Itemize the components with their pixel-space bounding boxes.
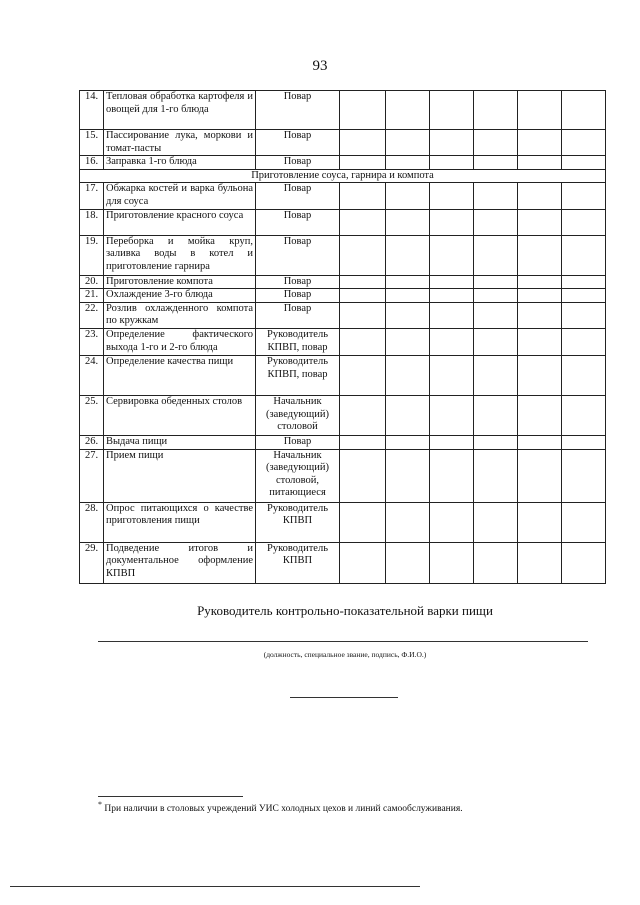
empty-cell [474, 542, 518, 583]
responsible-cell: Руководитель КПВП [256, 502, 340, 542]
table-row [80, 91, 606, 130]
empty-cell [518, 435, 562, 449]
row-number: 21. [80, 289, 104, 303]
operation-cell: Выдача пищи [104, 435, 256, 449]
responsible-cell: Повар [256, 435, 340, 449]
table-row [80, 355, 606, 395]
table-row [80, 235, 606, 275]
empty-cell [386, 209, 430, 235]
empty-cell [474, 183, 518, 209]
section-row [80, 169, 606, 183]
empty-cell [386, 395, 430, 435]
empty-cell [562, 209, 606, 235]
section-heading: Приготовление соуса, гарнира и компота [80, 169, 606, 183]
empty-cell [386, 235, 430, 275]
empty-cell [518, 183, 562, 209]
empty-cell [386, 302, 430, 328]
operation-cell: Сервировка обеденных столов [104, 395, 256, 435]
empty-cell [340, 289, 386, 303]
empty-cell [562, 183, 606, 209]
empty-cell [518, 209, 562, 235]
empty-cell [386, 275, 430, 289]
empty-cell [386, 156, 430, 170]
empty-cell [474, 156, 518, 170]
empty-cell [474, 91, 518, 130]
operation-cell: Пассирование лука, моркови и томат-пасты [104, 130, 256, 156]
empty-cell [340, 435, 386, 449]
empty-cell [562, 302, 606, 328]
operation-cell: Обжарка костей и варка бульона для соуса [104, 183, 256, 209]
empty-cell [386, 183, 430, 209]
operation-cell: Определение фактического выхода 1-го и 2-го блюда [104, 328, 256, 355]
table-row [80, 435, 606, 449]
empty-cell [474, 435, 518, 449]
empty-cell [474, 289, 518, 303]
empty-cell [518, 91, 562, 130]
table-row [80, 209, 606, 235]
empty-cell [518, 542, 562, 583]
table-row [80, 183, 606, 209]
row-number: 29. [80, 542, 104, 583]
responsible-cell: Руководитель КПВП, повар [256, 328, 340, 355]
empty-cell [474, 355, 518, 395]
signature-line [98, 641, 588, 642]
table-row [80, 302, 606, 328]
responsible-cell: Повар [256, 302, 340, 328]
row-number: 15. [80, 130, 104, 156]
table-row [80, 395, 606, 435]
empty-cell [340, 183, 386, 209]
empty-cell [518, 130, 562, 156]
empty-cell [386, 502, 430, 542]
empty-cell [430, 355, 474, 395]
empty-cell [518, 328, 562, 355]
footnote-separator [98, 796, 243, 797]
responsible-cell: Повар [256, 183, 340, 209]
schedule-table [79, 90, 606, 584]
empty-cell [386, 91, 430, 130]
row-number: 19. [80, 235, 104, 275]
empty-cell [340, 302, 386, 328]
operation-cell: Охлаждение 3-го блюда [104, 289, 256, 303]
responsible-cell: Руководитель КПВП [256, 542, 340, 583]
row-number: 25. [80, 395, 104, 435]
empty-cell [562, 130, 606, 156]
empty-cell [430, 91, 474, 130]
empty-cell [430, 209, 474, 235]
empty-cell [340, 209, 386, 235]
row-number: 23. [80, 328, 104, 355]
responsible-cell: Руководитель КПВП, повар [256, 355, 340, 395]
signature-caption: (должность, специальное звание, подпись, Ф.И.О.) [263, 650, 427, 659]
row-number: 27. [80, 449, 104, 502]
empty-cell [340, 542, 386, 583]
empty-cell [430, 275, 474, 289]
empty-cell [474, 502, 518, 542]
empty-cell [474, 275, 518, 289]
footnote-marker: * [98, 800, 102, 809]
empty-cell [430, 328, 474, 355]
table-row [80, 130, 606, 156]
empty-cell [562, 328, 606, 355]
empty-cell [386, 130, 430, 156]
operation-cell: Заправка 1-го блюда [104, 156, 256, 170]
empty-cell [430, 502, 474, 542]
empty-cell [562, 395, 606, 435]
page-number: 93 [312, 58, 328, 74]
row-number: 16. [80, 156, 104, 170]
empty-cell [340, 449, 386, 502]
row-number: 18. [80, 209, 104, 235]
empty-cell [340, 130, 386, 156]
empty-cell [430, 289, 474, 303]
empty-cell [340, 235, 386, 275]
operation-cell: Розлив охлажденного компота по кружкам [104, 302, 256, 328]
operation-cell: Переборка и мойка круп, заливка воды в котел и приготовление гарнира [104, 235, 256, 275]
operation-cell: Определение качества пищи [104, 355, 256, 395]
empty-cell [518, 302, 562, 328]
empty-cell [430, 130, 474, 156]
responsible-cell: Повар [256, 91, 340, 130]
empty-cell [430, 542, 474, 583]
empty-cell [474, 302, 518, 328]
empty-cell [340, 156, 386, 170]
responsible-cell: Повар [256, 209, 340, 235]
empty-cell [386, 435, 430, 449]
empty-cell [340, 328, 386, 355]
signature-title: Руководитель контрольно-показательной варки пищи [197, 603, 493, 618]
empty-cell [562, 235, 606, 275]
empty-cell [386, 289, 430, 303]
empty-cell [474, 235, 518, 275]
row-number: 28. [80, 502, 104, 542]
schedule-body [80, 91, 606, 584]
empty-cell [430, 435, 474, 449]
empty-cell [386, 328, 430, 355]
operation-cell: Приготовление компота [104, 275, 256, 289]
row-number: 17. [80, 183, 104, 209]
responsible-cell: Начальник (заведующий) столовой [256, 395, 340, 435]
empty-cell [562, 289, 606, 303]
footnote-text: При наличии в столовых учреждений УИС холодных цехов и линий самообслуживания. [104, 804, 463, 815]
row-number: 22. [80, 302, 104, 328]
empty-cell [562, 542, 606, 583]
responsible-cell: Повар [256, 275, 340, 289]
responsible-cell: Начальник (заведующий) столовой, питающиеся [256, 449, 340, 502]
responsible-cell: Повар [256, 289, 340, 303]
empty-cell [340, 91, 386, 130]
empty-cell [518, 156, 562, 170]
table-row [80, 156, 606, 170]
empty-cell [562, 91, 606, 130]
empty-cell [562, 435, 606, 449]
operation-cell: Опрос питающихся о качестве приготовления пищи [104, 502, 256, 542]
empty-cell [386, 449, 430, 502]
empty-cell [562, 449, 606, 502]
empty-cell [518, 502, 562, 542]
empty-cell [518, 395, 562, 435]
empty-cell [474, 130, 518, 156]
operation-cell: Подведение итогов и документальное оформление КПВП [104, 542, 256, 583]
responsible-cell: Повар [256, 235, 340, 275]
empty-cell [430, 183, 474, 209]
empty-cell [430, 235, 474, 275]
row-number: 24. [80, 355, 104, 395]
row-number: 14. [80, 91, 104, 130]
empty-cell [562, 502, 606, 542]
empty-cell [340, 275, 386, 289]
empty-cell [474, 328, 518, 355]
empty-cell [518, 275, 562, 289]
bottom-rule [10, 886, 420, 887]
empty-cell [386, 542, 430, 583]
empty-cell [474, 449, 518, 502]
empty-cell [430, 302, 474, 328]
empty-cell [340, 502, 386, 542]
empty-cell [518, 289, 562, 303]
date-line [290, 697, 398, 698]
operation-cell: Тепловая обработка картофеля и овощей для 1-го блюда [104, 91, 256, 130]
row-number: 20. [80, 275, 104, 289]
empty-cell [518, 449, 562, 502]
footnote [98, 800, 463, 814]
responsible-cell: Повар [256, 156, 340, 170]
empty-cell [518, 235, 562, 275]
table-row [80, 542, 606, 583]
responsible-cell: Повар [256, 130, 340, 156]
table-row [80, 328, 606, 355]
empty-cell [340, 355, 386, 395]
table-row [80, 275, 606, 289]
empty-cell [474, 209, 518, 235]
empty-cell [430, 449, 474, 502]
table-row [80, 449, 606, 502]
empty-cell [340, 395, 386, 435]
empty-cell [430, 156, 474, 170]
empty-cell [562, 355, 606, 395]
empty-cell [562, 156, 606, 170]
table-row [80, 289, 606, 303]
operation-cell: Прием пищи [104, 449, 256, 502]
empty-cell [430, 395, 474, 435]
empty-cell [474, 395, 518, 435]
operation-cell: Приготовление красного соуса [104, 209, 256, 235]
empty-cell [562, 275, 606, 289]
empty-cell [518, 355, 562, 395]
table-row [80, 502, 606, 542]
row-number: 26. [80, 435, 104, 449]
empty-cell [386, 355, 430, 395]
